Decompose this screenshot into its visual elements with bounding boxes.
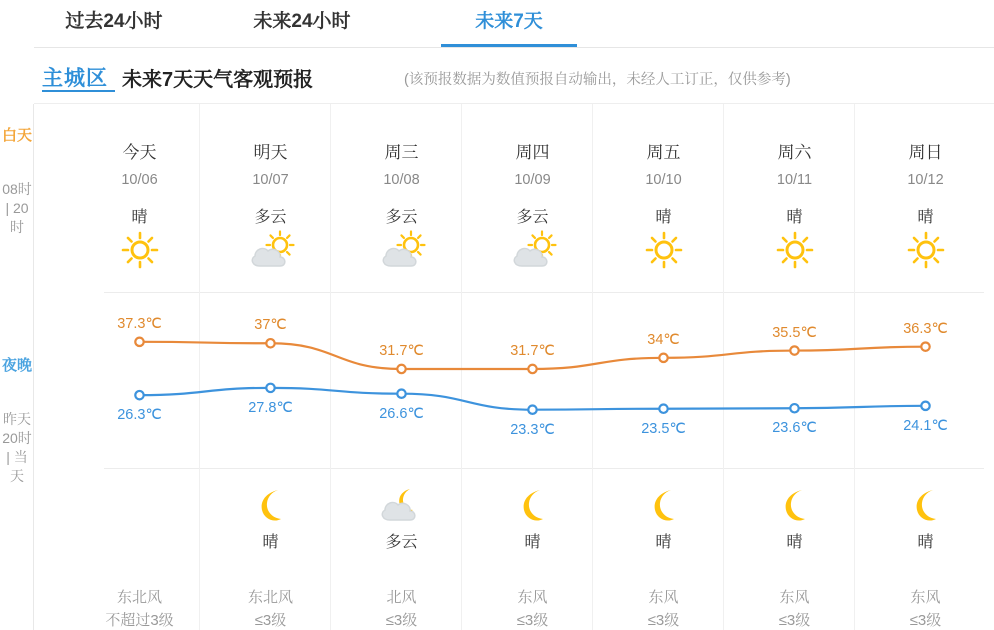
- day-column[interactable]: [205, 104, 336, 630]
- low-temp-label: 27.8℃: [248, 399, 293, 416]
- day-condition: 多云: [385, 209, 418, 226]
- rail-night-range: 昨天20时 | 当天: [2, 411, 32, 484]
- moon-icon: [598, 486, 729, 528]
- night-icon-empty: [74, 486, 205, 528]
- day-condition: 晴: [655, 209, 672, 226]
- night-condition: 晴: [917, 534, 934, 551]
- day-column[interactable]: [598, 104, 729, 630]
- sun-icon: [74, 230, 205, 274]
- page-title: 未来7天天气客观预报: [122, 69, 314, 91]
- region-label[interactable]: 主城区: [42, 67, 108, 90]
- wind-level: ≤3级: [647, 612, 680, 629]
- wind-level: ≤3级: [254, 612, 287, 629]
- tab-past-24h[interactable]: 过去24小时: [65, 11, 163, 32]
- tab-bar: [34, 0, 994, 48]
- high-temp-label: 31.7℃: [510, 342, 555, 359]
- high-temp-label: 37℃: [254, 317, 287, 334]
- day-name: 今天: [122, 143, 157, 162]
- day-condition: 晴: [131, 209, 148, 226]
- night-condition: 晴: [262, 534, 279, 551]
- forecast-disclaimer: (该预报数据为数值预报自动输出，未经人工订正，仅供参考): [404, 72, 791, 88]
- day-name: 周六: [777, 143, 812, 162]
- tab-next-24h[interactable]: 未来24小时: [253, 11, 351, 32]
- wind-level: ≤3级: [778, 612, 811, 629]
- high-temp-label: 36.3℃: [903, 320, 948, 337]
- moon-icon: [729, 486, 860, 528]
- night-condition: 晴: [786, 534, 803, 551]
- day-name: 周日: [908, 143, 943, 162]
- wind-level: 不超过3级: [105, 612, 174, 629]
- day-condition: 多云: [254, 209, 287, 226]
- wind-direction: 东北风: [116, 589, 162, 606]
- day-date: 10/08: [383, 172, 420, 188]
- day-column[interactable]: [74, 104, 205, 630]
- tab-next-7days[interactable]: 未来7天: [424, 0, 594, 47]
- wind-direction: 东风: [910, 589, 941, 606]
- day-date: 10/12: [907, 172, 944, 188]
- column-divider: [592, 104, 593, 630]
- column-divider: [723, 104, 724, 630]
- period-rail: [0, 104, 34, 630]
- column-divider: [461, 104, 462, 630]
- wind-level: ≤3级: [909, 612, 942, 629]
- column-divider: [199, 104, 200, 630]
- day-name: 明天: [253, 143, 288, 162]
- wind-level: ≤3级: [516, 612, 549, 629]
- low-temp-label: 23.5℃: [641, 420, 686, 437]
- day-name: 周五: [646, 143, 681, 162]
- day-column[interactable]: [467, 104, 598, 630]
- high-temp-label: 31.7℃: [379, 342, 424, 359]
- wind-direction: 东风: [779, 589, 810, 606]
- day-date: 10/11: [776, 172, 813, 188]
- day-column[interactable]: [336, 104, 467, 630]
- day-date: 10/09: [514, 172, 551, 188]
- night-condition: 晴: [655, 534, 672, 551]
- day-date: 10/10: [645, 172, 682, 188]
- partly-cloudy-day-icon: [336, 230, 467, 274]
- night-condition: 晴: [524, 534, 541, 551]
- sun-icon: [860, 230, 991, 274]
- day-name: 周三: [384, 143, 419, 162]
- moon-icon: [860, 486, 991, 528]
- day-date: 10/07: [252, 172, 289, 188]
- low-temp-label: 26.3℃: [117, 407, 162, 424]
- high-temp-label: 34℃: [647, 331, 680, 348]
- day-condition: 多云: [516, 209, 549, 226]
- day-name: 周四: [515, 143, 550, 162]
- forecast-header: [34, 48, 994, 104]
- wind-direction: 东风: [648, 589, 679, 606]
- moon-icon: [467, 486, 598, 528]
- rail-day-label: 白天: [1, 127, 32, 144]
- region-underline: [42, 90, 115, 92]
- wind-direction: 东风: [517, 589, 548, 606]
- partly-cloudy-day-icon: [205, 230, 336, 274]
- low-temp-label: 23.6℃: [772, 420, 817, 437]
- high-temp-label: 37.3℃: [117, 315, 162, 332]
- wind-direction: 东北风: [247, 589, 293, 606]
- high-temp-label: 35.5℃: [772, 324, 817, 341]
- sun-icon: [729, 230, 860, 274]
- wind-direction: 北风: [386, 589, 417, 606]
- day-column[interactable]: [860, 104, 991, 630]
- low-temp-label: 26.6℃: [379, 405, 424, 422]
- partly-cloudy-night-icon: [336, 486, 467, 528]
- night-condition: 多云: [385, 534, 418, 551]
- day-date: 10/06: [121, 172, 158, 188]
- partly-cloudy-day-icon: [467, 230, 598, 274]
- moon-icon: [205, 486, 336, 528]
- sun-icon: [598, 230, 729, 274]
- low-temp-label: 24.1℃: [903, 417, 948, 434]
- wind-level: ≤3级: [385, 612, 418, 629]
- day-condition: 晴: [786, 209, 803, 226]
- rail-day-range: 08时 | 20时: [2, 181, 32, 235]
- day-column[interactable]: [729, 104, 860, 630]
- forecast-grid: [34, 104, 994, 630]
- column-divider: [854, 104, 855, 630]
- day-condition: 晴: [917, 209, 934, 226]
- rail-night-label: 夜晚: [1, 357, 32, 374]
- column-divider: [330, 104, 331, 630]
- low-temp-label: 23.3℃: [510, 421, 555, 438]
